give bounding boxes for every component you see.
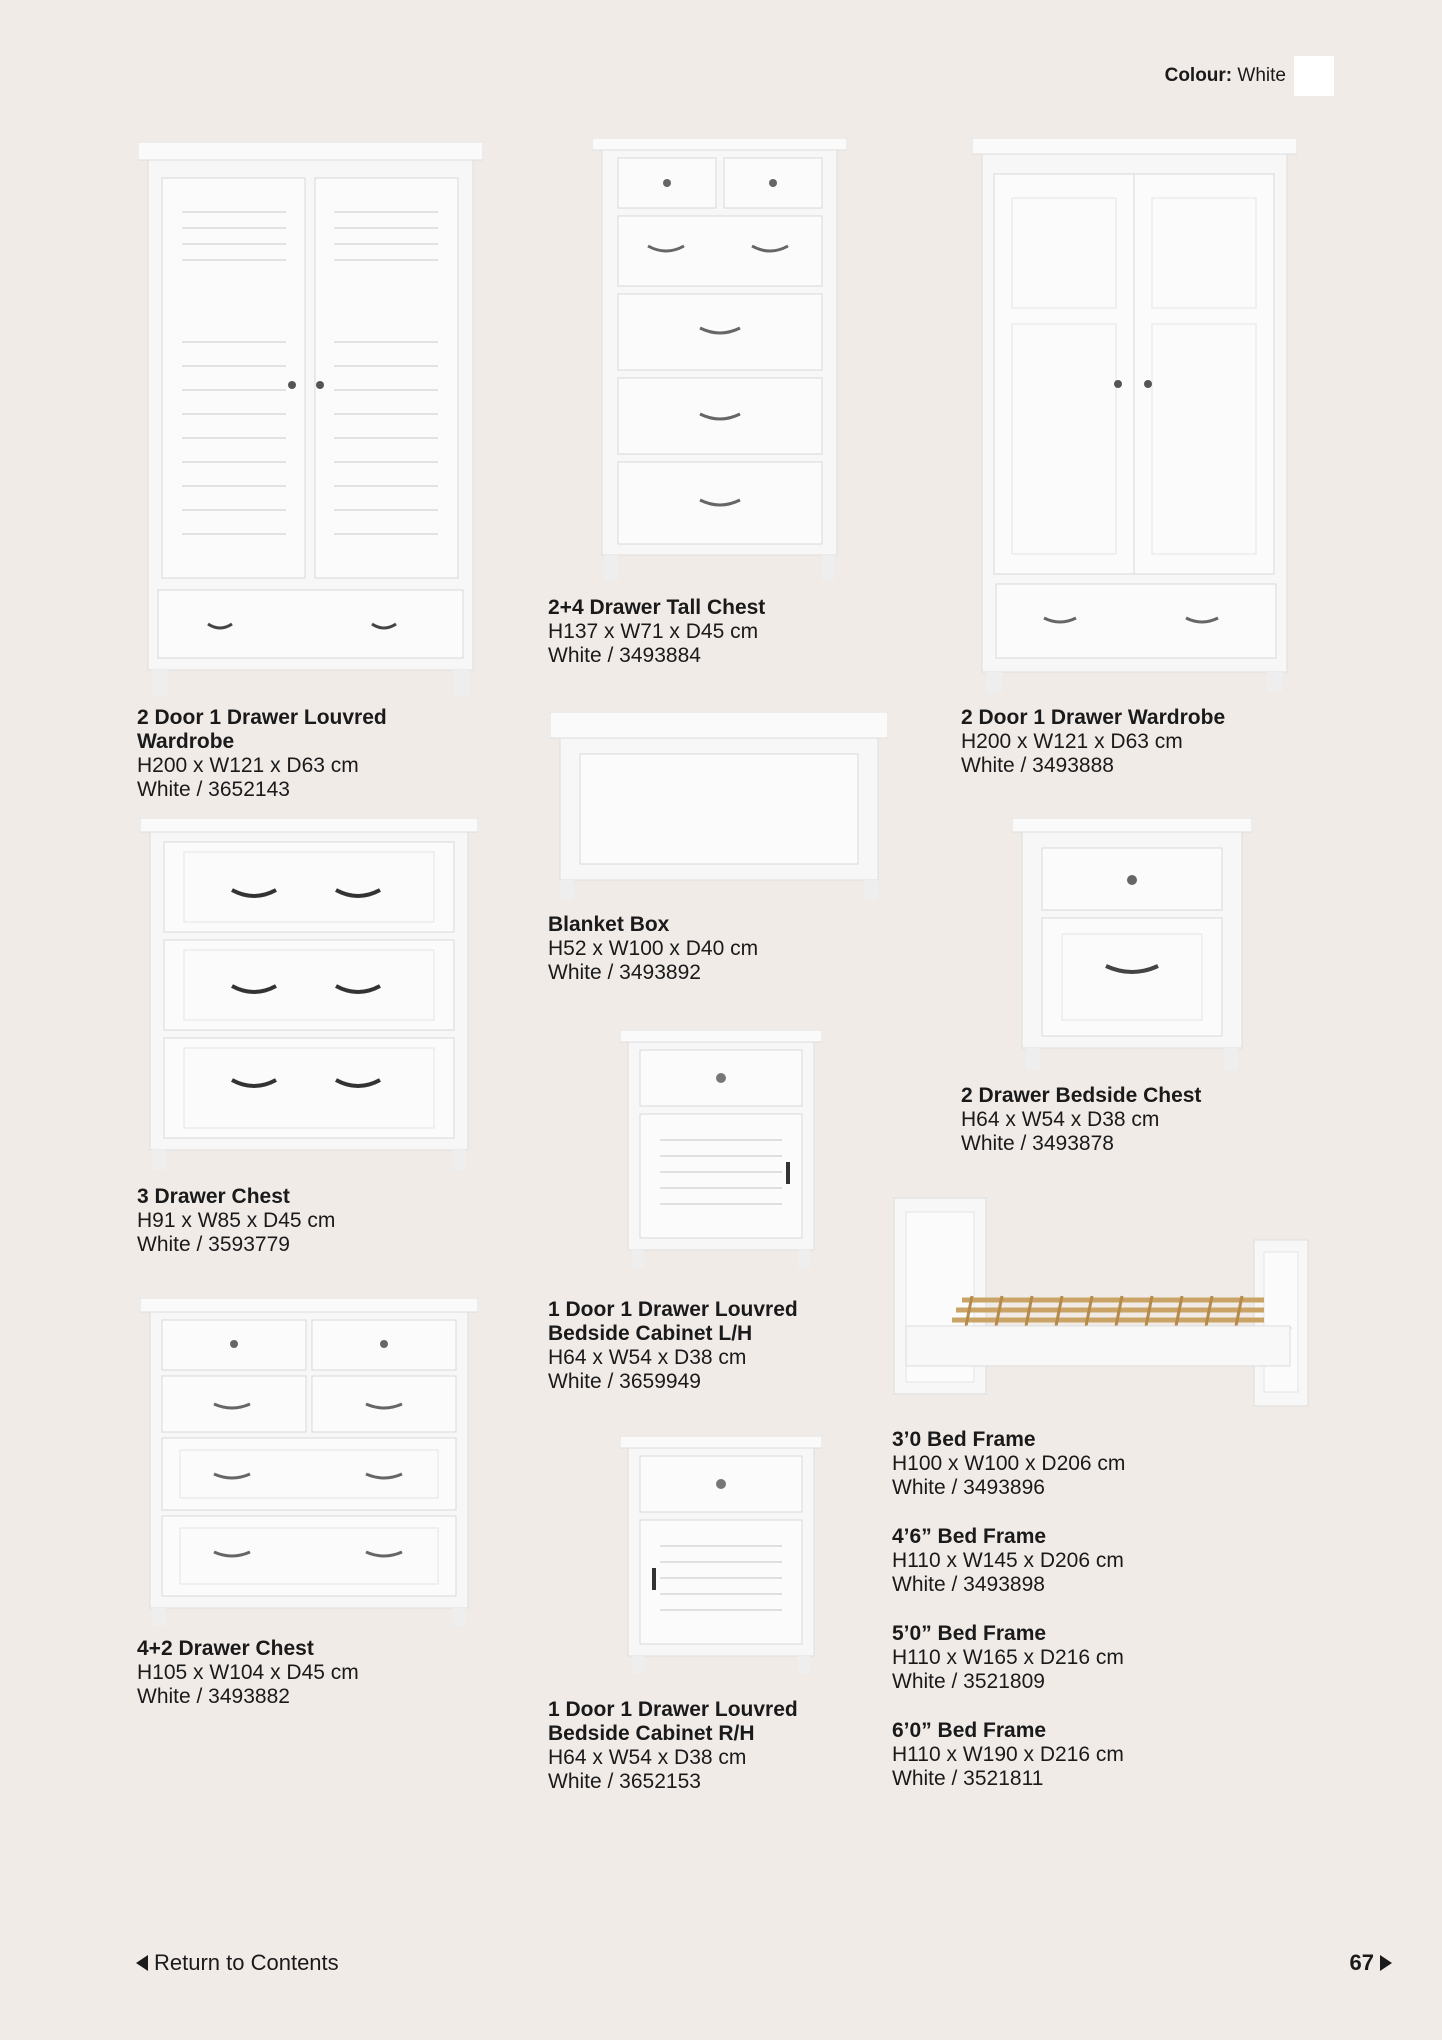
product-name: 2 Door 1 Drawer Wardrobe [961,706,1226,729]
bedside-cabinet-lh-image [620,1030,822,1270]
product-dimensions: H110 x W190 x D216 cm [892,1743,1124,1766]
blanket-box-image [550,712,888,902]
product-bedside-chest [961,1084,1281,1156]
product-bed-frame-4-6 [892,1525,1212,1597]
product-code: White / 3659949 [548,1370,701,1393]
product-blanket-box [548,913,848,985]
product-name: 6’0” Bed Frame [892,1719,1047,1742]
product-dimensions: H64 x W54 x D38 cm [961,1108,1160,1131]
product-bed-frame-3 [892,1428,1212,1500]
bed-frame-image [892,1196,1312,1410]
bedside-chest-image [1012,818,1252,1072]
product-name: 4+2 Drawer Chest [137,1637,314,1660]
colour-swatch [1294,56,1334,96]
product-code: White / 3521809 [892,1670,1045,1693]
product-dimensions: H137 x W71 x D45 cm [548,620,759,643]
product-name: 2 Drawer Bedside Chest [961,1084,1202,1107]
product-code: White / 3652143 [137,778,290,801]
product-dimensions: H200 x W121 x D63 cm [137,754,359,777]
product-name: 1 Door 1 Drawer Louvred Bedside Cabinet R/H [548,1698,798,1745]
product-code: White / 3493878 [961,1132,1114,1155]
product-name: 3 Drawer Chest [137,1185,290,1208]
product-name: 2+4 Drawer Tall Chest [548,596,766,619]
product-name: 3’0 Bed Frame [892,1428,1036,1451]
product-dimensions: H64 x W54 x D38 cm [548,1346,747,1369]
product-bed-frame-6 [892,1719,1212,1791]
colour-indicator [1165,56,1334,96]
product-code: White / 3493896 [892,1476,1045,1499]
product-louvred-wardrobe [137,706,437,802]
product-code: White / 3493888 [961,754,1114,777]
arrow-left-icon [136,1955,148,1971]
product-name: 1 Door 1 Drawer Louvred Bedside Cabinet L/H [548,1298,798,1345]
return-to-contents-link[interactable] [136,1950,339,1976]
product-dimensions: H64 x W54 x D38 cm [548,1746,747,1769]
colour-label: Colour: [1164,65,1233,86]
colour-value: White [1237,65,1286,86]
three-drawer-chest-image [140,818,478,1170]
product-dimensions: H100 x W100 x D206 cm [892,1452,1126,1475]
product-code: White / 3493892 [548,961,701,984]
product-dimensions: H91 x W85 x D45 cm [137,1209,336,1232]
product-wardrobe [961,706,1281,778]
four-two-drawer-chest-image [140,1298,478,1628]
product-tall-chest [548,596,848,668]
product-four-two-drawer-chest [137,1637,437,1709]
product-dimensions: H110 x W145 x D206 cm [892,1549,1124,1572]
product-code: White / 3593779 [137,1233,290,1256]
louvred-wardrobe-image [138,142,483,697]
product-code: White / 3493882 [137,1685,290,1708]
product-dimensions: H52 x W100 x D40 cm [548,937,759,960]
next-page-link[interactable] [1350,1950,1392,1976]
product-code: White / 3493898 [892,1573,1045,1596]
product-name: 5’0” Bed Frame [892,1622,1047,1645]
product-name: Blanket Box [548,913,670,936]
product-name: 4’6” Bed Frame [892,1525,1047,1548]
product-three-drawer-chest [137,1185,437,1257]
product-code: White / 3493884 [548,644,701,667]
wardrobe-image [972,138,1297,693]
product-code: White / 3652153 [548,1770,701,1793]
bedside-cabinet-rh-image [620,1436,822,1676]
return-label: Return to Contents [154,1950,339,1975]
product-bedside-cabinet-lh [548,1298,848,1394]
product-dimensions: H200 x W121 x D63 cm [961,730,1183,753]
product-name: 2 Door 1 Drawer Louvred Wardrobe [137,706,387,753]
product-dimensions: H105 x W104 x D45 cm [137,1661,359,1684]
arrow-right-icon [1380,1955,1392,1971]
product-bed-frame-5 [892,1622,1212,1694]
product-bedside-cabinet-rh [548,1698,848,1794]
page-number: 67 [1349,1950,1374,1975]
product-code: White / 3521811 [892,1767,1044,1790]
product-dimensions: H110 x W165 x D216 cm [892,1646,1124,1669]
tall-chest-image [592,138,847,586]
